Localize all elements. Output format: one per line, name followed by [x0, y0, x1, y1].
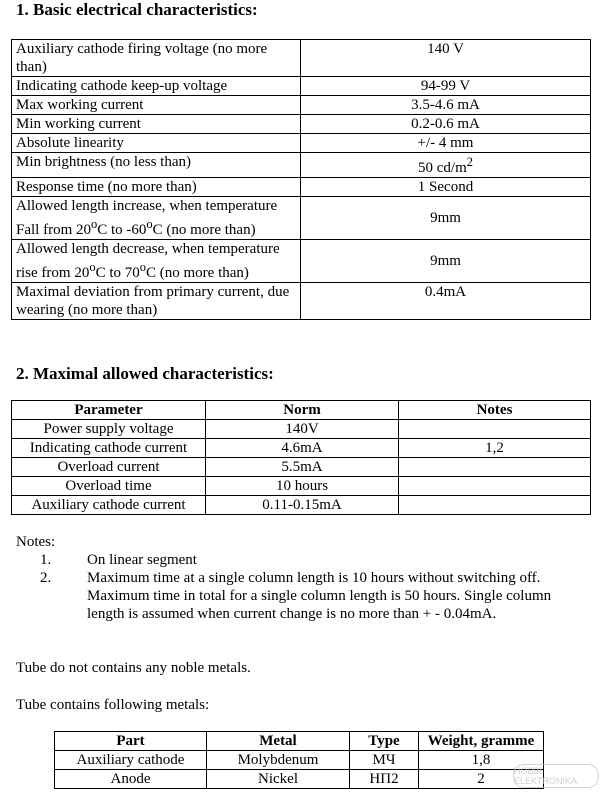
weight-cell: 2 [419, 770, 544, 789]
value-cell: 9mm [301, 240, 591, 283]
parameter-cell: Max working current [12, 96, 301, 115]
notes-list [16, 551, 591, 623]
parameter-cell: Response time (no more than) [12, 178, 301, 197]
table-header-row [12, 401, 591, 420]
parameter-cell: Maximal deviation from primary current, due wearing (no more than) [12, 283, 301, 320]
norm-cell: 4.6mA [206, 439, 399, 458]
notes-cell [399, 477, 591, 496]
type-cell: НП2 [350, 770, 419, 789]
list-item [16, 551, 591, 569]
table-row [55, 751, 544, 770]
table-row [12, 197, 591, 240]
value-cell: 9mm [301, 197, 591, 240]
header-norm: Norm [206, 401, 399, 420]
table-row [12, 420, 591, 439]
notes-block [16, 533, 591, 623]
section-1-title: 1. Basic electrical characteristics: [16, 0, 258, 19]
notes-cell [399, 496, 591, 515]
value-cell: 1 Second [301, 178, 591, 197]
parameter-cell: Absolute linearity [12, 134, 301, 153]
notes-cell [399, 458, 591, 477]
table-row [12, 153, 591, 178]
watermark-logo: HOBBI ELEKTRONIKA [513, 764, 599, 788]
note-number: 1. [40, 552, 52, 568]
value-cell: 0.2-0.6 mA [301, 115, 591, 134]
metal-cell: Nickel [207, 770, 350, 789]
table-row [12, 134, 591, 153]
note-number: 2. [40, 570, 52, 586]
section-2-title: 2. Maximal allowed characteristics: [16, 364, 274, 383]
parameter-cell: Allowed length increase, when temperature Fall from 20$^o$C to -60$^o$C (no more than) [12, 197, 301, 240]
table-row [12, 458, 591, 477]
weight-cell: 1,8 [419, 751, 544, 770]
noble-metals-text: Tube do not contains any noble metals. [16, 660, 251, 676]
parameter-cell: Min working current [12, 115, 301, 134]
value-cell: +/- 4 mm [301, 134, 591, 153]
table-row [12, 439, 591, 458]
metals-table [54, 731, 544, 789]
header-notes: Notes [399, 401, 591, 420]
metals-intro-text: Tube contains following metals: [16, 697, 210, 713]
note-text: Maximum time at a single column length is 10 hours without switching off. Maximum time in total for a single column length is 50 hours. Single column length is assumed when current change is no more than + - 0.04mA. [87, 570, 552, 622]
header-weight: Weight, gramme [419, 732, 544, 751]
norm-cell: 5.5mA [206, 458, 399, 477]
parameter-cell: Auxiliary cathode current [12, 496, 206, 515]
table-row [12, 40, 591, 77]
parameter-cell: Overload time [12, 477, 206, 496]
table-row [12, 283, 591, 320]
parameter-cell: Auxiliary cathode firing voltage (no more than) [12, 40, 301, 77]
parameter-cell: Overload current [12, 458, 206, 477]
list-item [16, 569, 591, 623]
parameter-cell: Min brightness (no less than) [12, 153, 301, 178]
table-row [12, 77, 591, 96]
type-cell: МЧ [350, 751, 419, 770]
norm-cell: 0.11-0.15mA [206, 496, 399, 515]
maximal-characteristics-table [11, 400, 591, 515]
parameter-cell: Power supply voltage [12, 420, 206, 439]
table-row [12, 240, 591, 283]
table-row [12, 178, 591, 197]
value-cell: 3.5-4.6 mA [301, 96, 591, 115]
value-cell: 50 $cd/m^2$ [301, 153, 591, 178]
parameter-cell: Allowed length decrease, when temperature rise from 20$^o$C to 70$^o$C (no more than) [12, 240, 301, 283]
note-text: On linear segment [87, 552, 197, 568]
part-cell: Auxiliary cathode [55, 751, 207, 770]
table-row [12, 115, 591, 134]
norm-cell: 140V [206, 420, 399, 439]
value-cell: 140 V [301, 40, 591, 77]
value-cell: 0.4mA [301, 283, 591, 320]
value-cell: 94-99 V [301, 77, 591, 96]
header-metal: Metal [207, 732, 350, 751]
table-row [55, 770, 544, 789]
notes-cell [399, 420, 591, 439]
table-row [12, 477, 591, 496]
basic-characteristics-table [11, 39, 591, 320]
norm-cell: 10 hours [206, 477, 399, 496]
table-header-row [55, 732, 544, 751]
part-cell: Anode [55, 770, 207, 789]
table-row [12, 96, 591, 115]
table-row [12, 496, 591, 515]
metal-cell: Molybdenum [207, 751, 350, 770]
notes-cell: 1,2 [399, 439, 591, 458]
header-parameter: Parameter [12, 401, 206, 420]
parameter-cell: Indicating cathode keep-up voltage [12, 77, 301, 96]
header-part: Part [55, 732, 207, 751]
notes-label: Notes: [16, 534, 56, 550]
header-type: Type [350, 732, 419, 751]
parameter-cell: Indicating cathode current [12, 439, 206, 458]
